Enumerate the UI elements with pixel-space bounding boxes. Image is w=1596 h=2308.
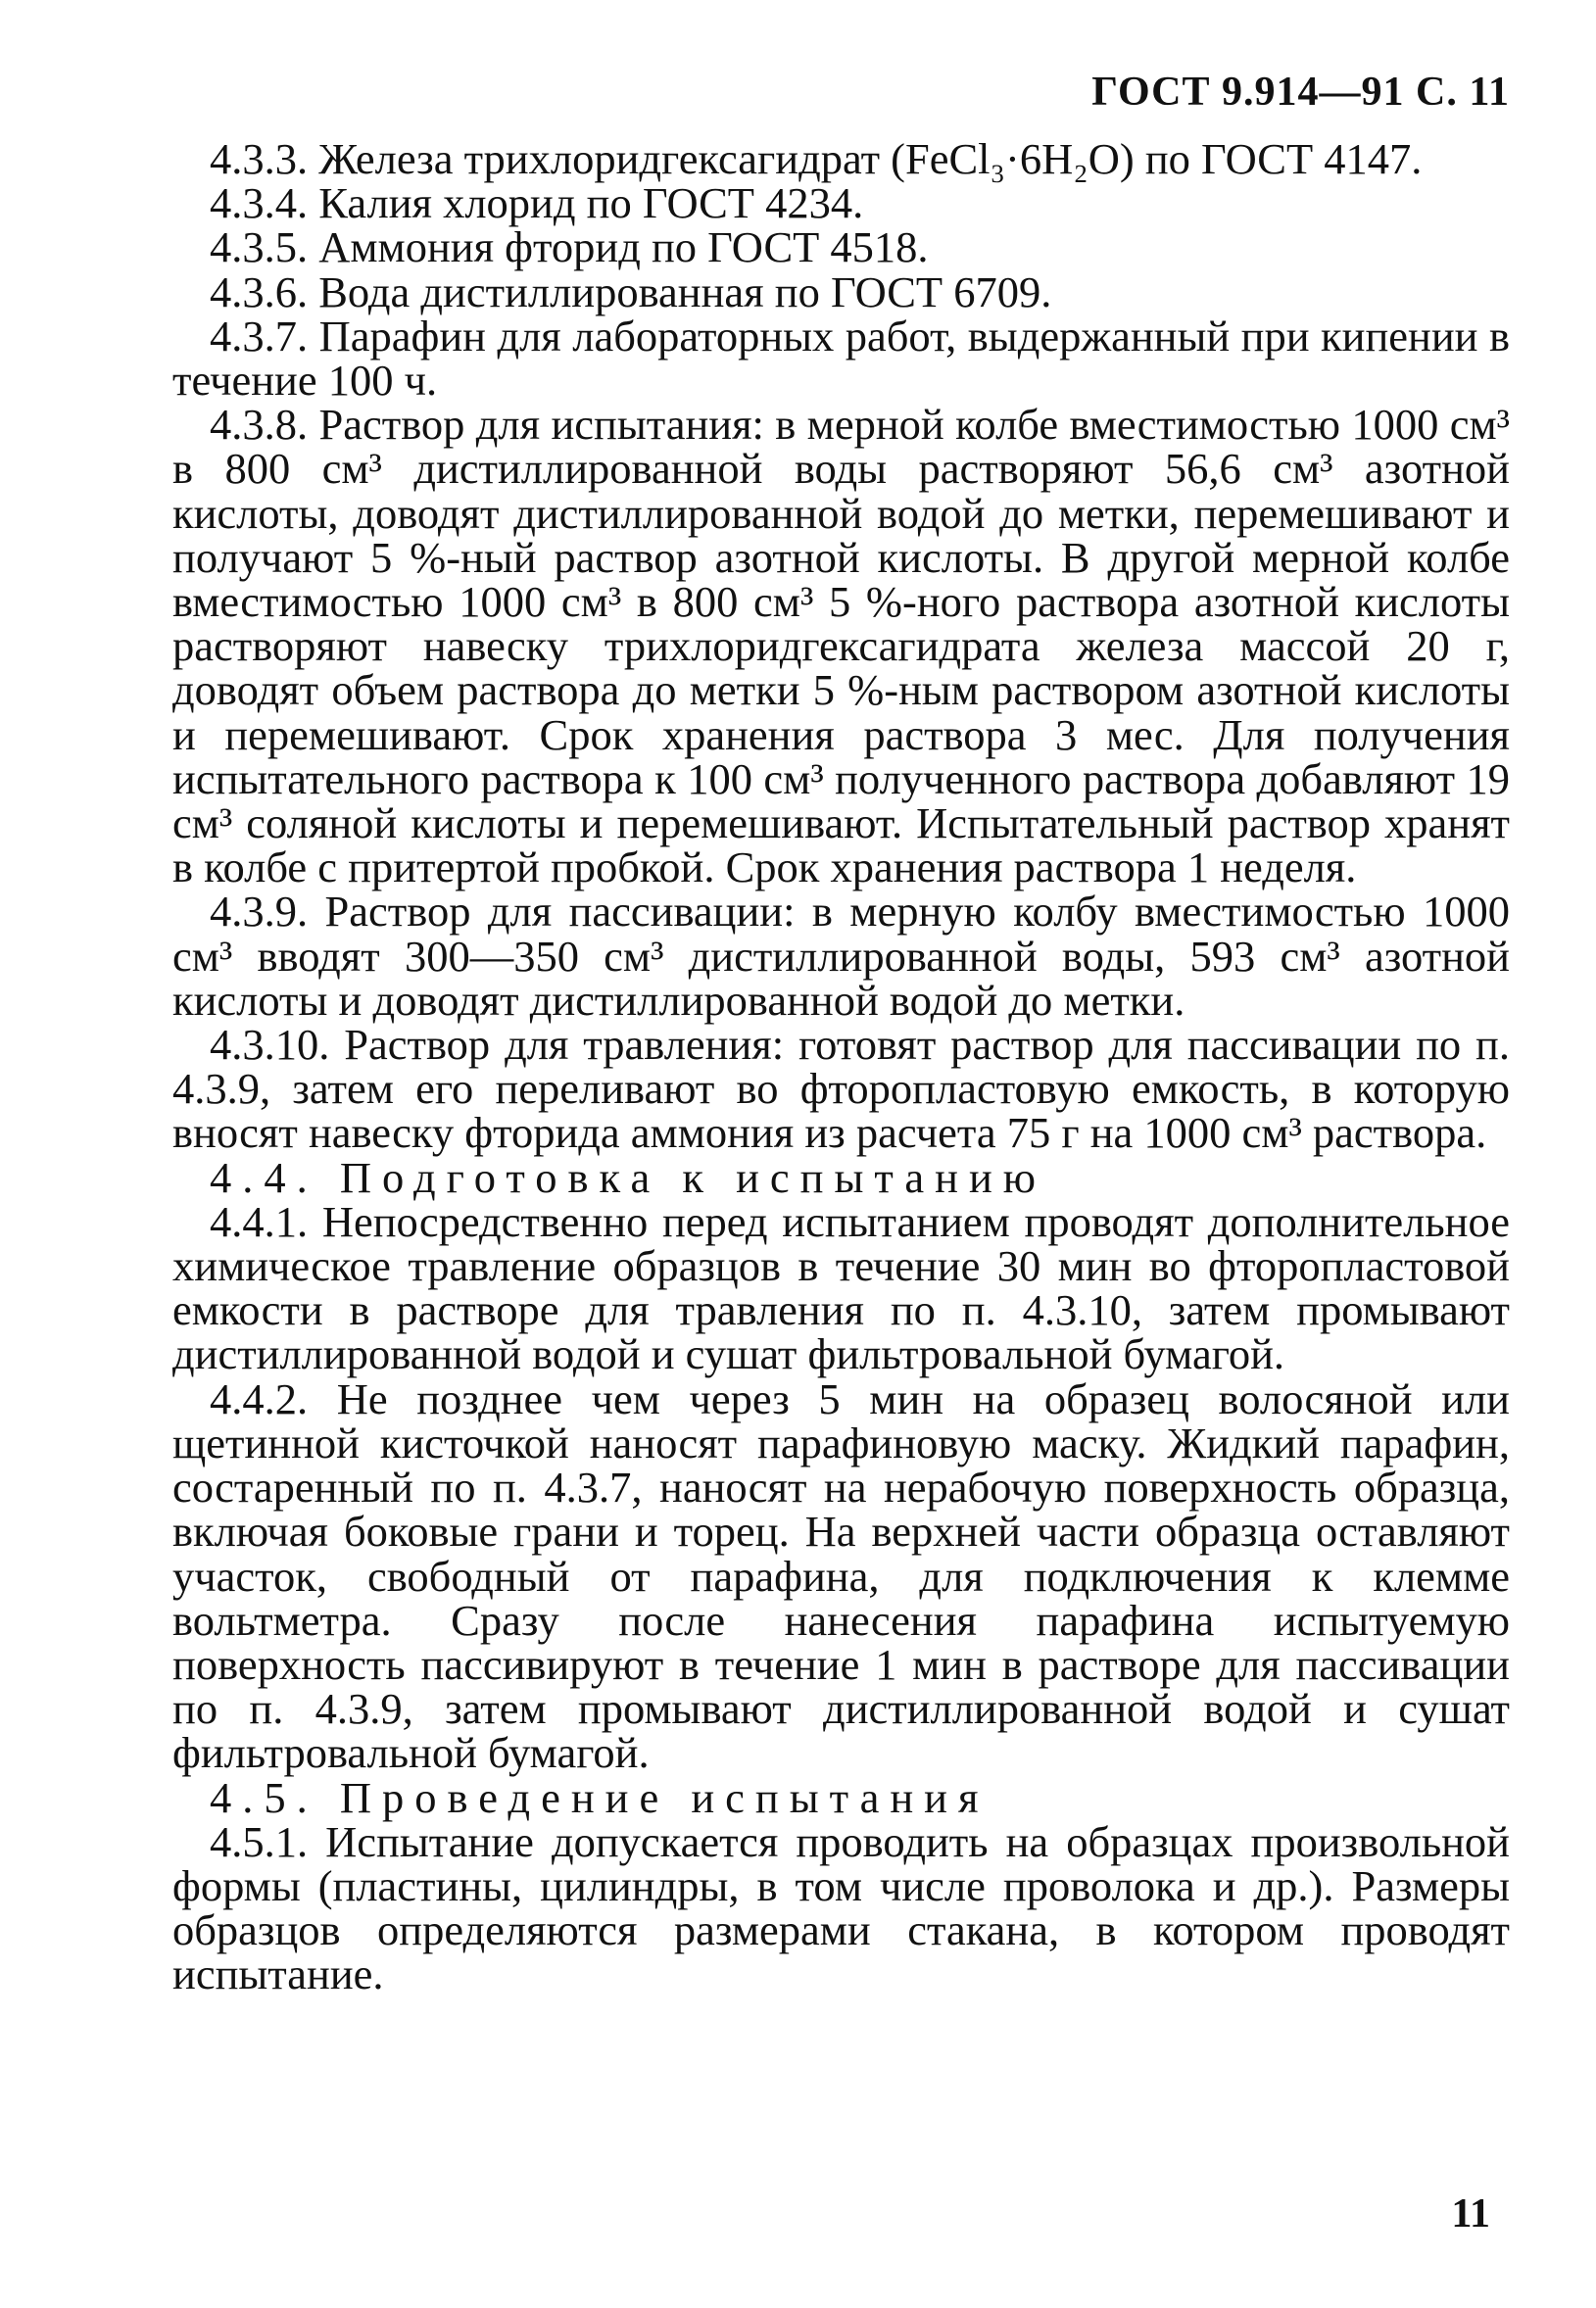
paragraph-4-3-9: 4.3.9. Раствор для пассивации: в мерную колбу вместимостью 1000 см³ вводят 300—350 см³ дистиллированной воды, 593 см³ азотной кислоты и доводят дистиллированной водой до метки. — [172, 887, 1510, 1025]
paragraph-4-5-1: 4.5.1. Испытание допускается проводить на образцах произвольной формы (пластины, цилиндры, в том числе проволока и др.). Размеры образцов определяются размерами стакана, в котором проводят испытание. — [172, 1816, 1510, 1999]
section-heading-4-4: 4.4. Подготовка к испытанию — [210, 1152, 1047, 1202]
running-header: ГОСТ 9.914—91 С. 11 — [1091, 70, 1510, 115]
page-number: 11 — [1451, 2191, 1490, 2236]
paragraph-4-3-5: 4.3.5. Аммония фторид по ГОСТ 4518. — [210, 222, 929, 272]
paragraph-4-3-7: 4.3.7. Парафин для лабораторных работ, выдержанный при кипении в течение 100 ч. — [172, 311, 1510, 406]
paragraph-4-4-2: 4.4.2. Не позднее чем через 5 мин на образец волосяной или щетинной кисточкой наносят парафиновую маску. Жидкий парафин, состаренный по п. 4.3.7, наносят на нерабочую поверхность образца, включая боковые грани и торец. На верхней части образца оставляют участок, свободный от парафина, для подключения к клемме вольтметра. Сразу после нанесения парафина испытуемую поверхность пассивируют в течение 1 мин в растворе для пассивации по п. 4.3.9, затем промывают дистиллированной водой и сушат фильтровальной бумагой. — [172, 1373, 1510, 1778]
paragraph-4-3-6: 4.3.6. Вода дистиллированная по ГОСТ 6709. — [210, 266, 1052, 316]
section-heading-4-5: 4.5. Проведение испытания — [210, 1772, 990, 1822]
document-body — [172, 134, 1510, 1999]
paragraph-4-3-3: 4.3.3. Железа трихлоридгексагидрат (FeCl₃·6H₂O) по ГОСТ 4147. — [210, 134, 1423, 183]
paragraph-4-3-4: 4.3.4. Калия хлорид по ГОСТ 4234. — [210, 178, 864, 228]
paragraph-4-3-10: 4.3.10. Раствор для травления: готовят раствор для пассивации по п. 4.3.9, затем его переливают во фторопластовую емкость, в которую вносят навеску фторида аммония из расчета 75 г на 1000 см³ раствора. — [172, 1020, 1510, 1158]
paragraph-4-4-1: 4.4.1. Непосредственно перед испытанием проводят дополнительное химическое травление образцов в течение 30 мин во фторопластовой емкости в растворе для травления по п. 4.3.10, затем промывают дистиллированной водой и сушат фильтровальной бумагой. — [172, 1196, 1510, 1379]
paragraph-4-3-8: 4.3.8. Раствор для испытания: в мерной колбе вместимостью 1000 см³ в 800 см³ дистиллированной воды растворяют 56,6 см³ азотной кислоты, доводят дистиллированной водой до метки, перемешивают и получают 5 %-ный раствор азотной кислоты. В другой мерной колбе вместимостью 1000 см³ в 800 см³ 5 %-ного раствора азотной кислоты растворяют навеску трихлоридгексагидрата железа массой 20 г, доводят объем раствора до метки 5 %-ным раствором азотной кислоты и перемешивают. Срок хранения раствора 3 мес. Для получения испытательного раствора к 100 см³ полученного раствора добавляют 19 см³ соляной кислоты и перемешивают. Испытательный раствор хранят в колбе с притертой пробкой. Срок хранения раствора 1 неделя. — [172, 400, 1510, 892]
